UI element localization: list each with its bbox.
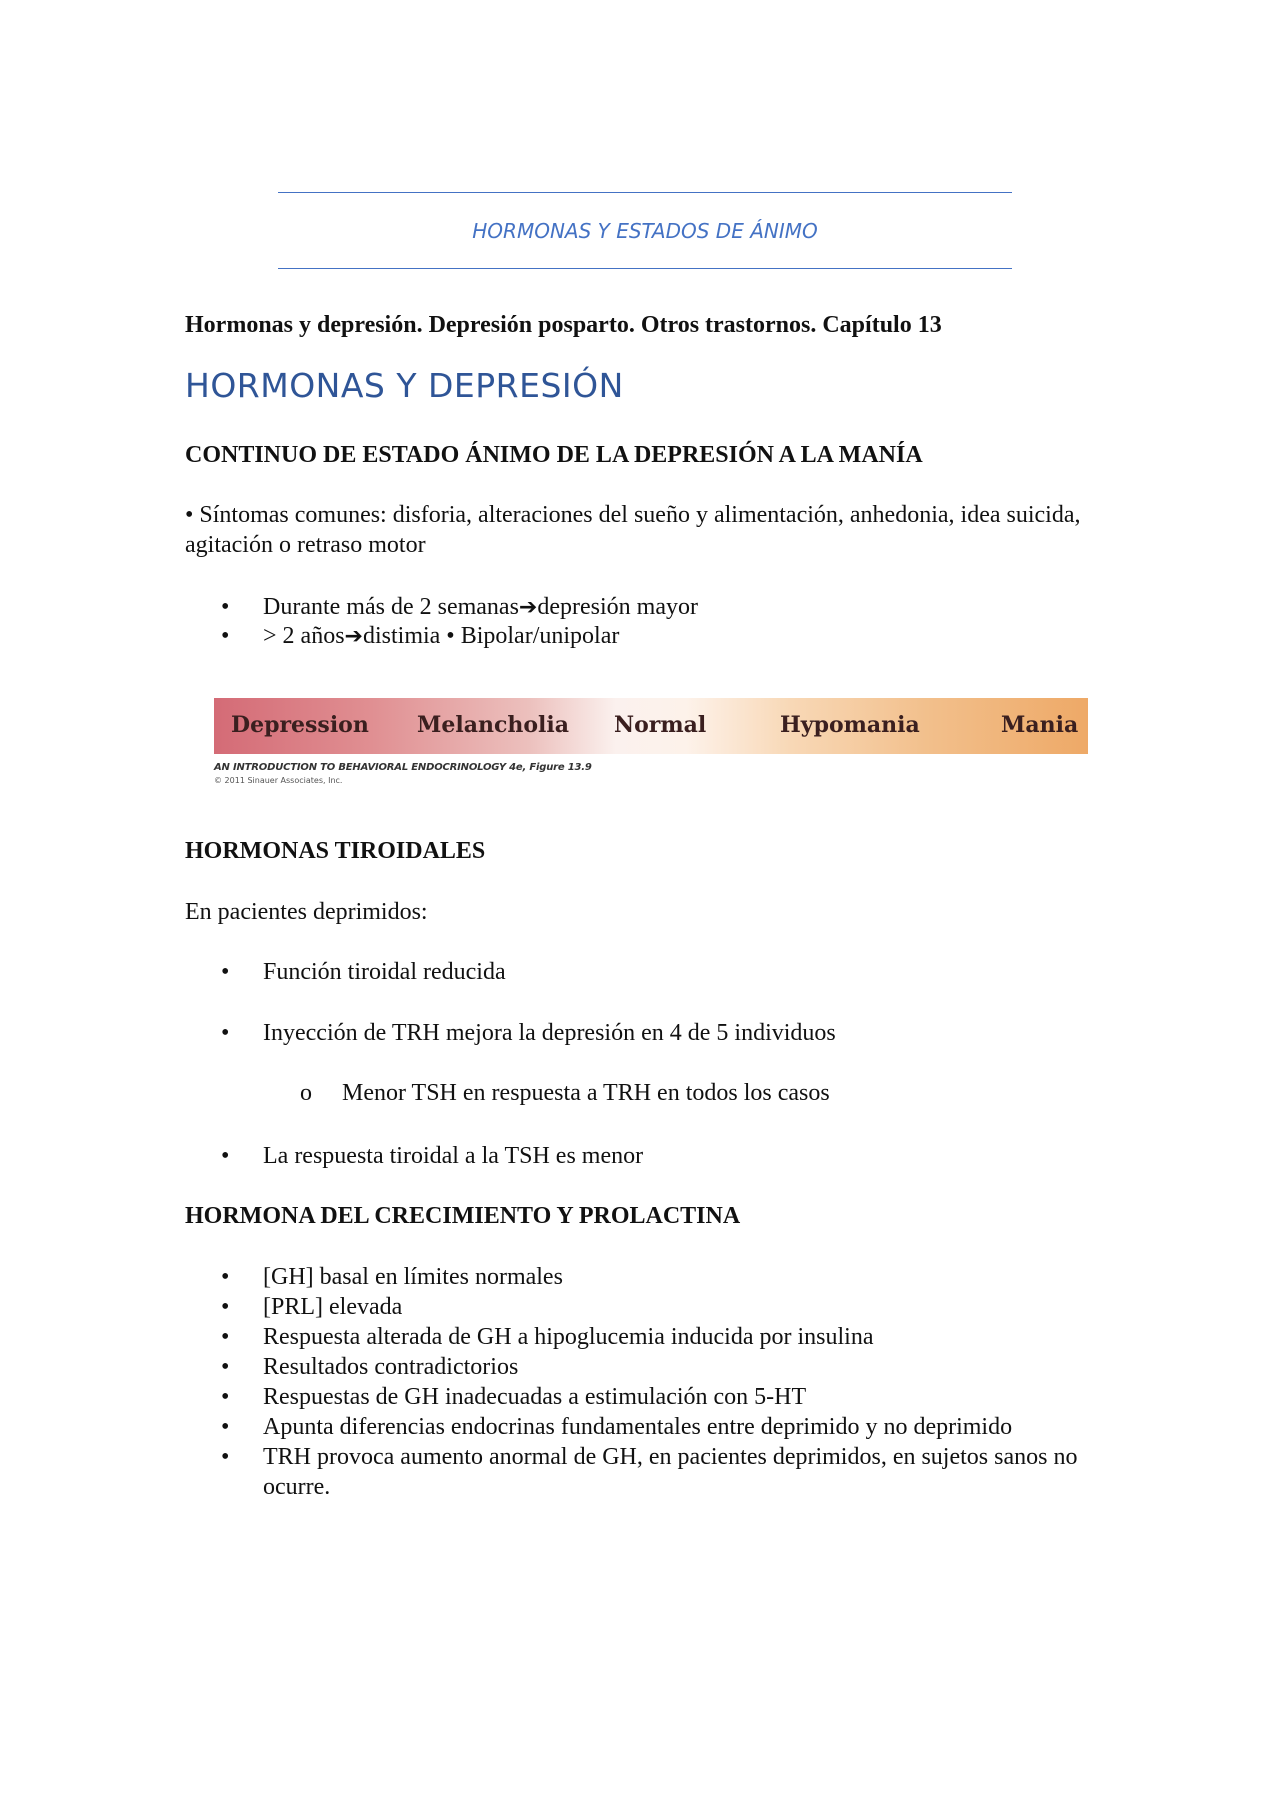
list-item-text: Inyección de TRH mejora la depresión en 4 de 5 individuos: [263, 1020, 836, 1046]
list-item-text: Durante más de 2 semanas➔depresión mayor: [263, 594, 698, 620]
list-item-text: Respuesta alterada de GH a hipoglucemia inducida por insulina: [263, 1324, 874, 1350]
arrow-icon: ➔: [344, 624, 363, 649]
list-item-text: Respuestas de GH inadecuadas a estimulación con 5-HT: [263, 1384, 807, 1410]
mood-label-mania: Mania: [1001, 712, 1079, 738]
bullet-icon: •: [221, 1143, 230, 1169]
arrow-icon: ➔: [518, 595, 538, 620]
header-title: HORMONAS Y ESTADOS DE ÁNIMO: [472, 219, 818, 243]
tiroidales-intro: En pacientes deprimidos:: [185, 899, 428, 925]
figure-copyright: © 2011 Sinauer Associates, Inc.: [214, 776, 343, 785]
bullet-icon: •: [221, 1384, 230, 1410]
symptoms-paragraph: • Síntomas comunes: disforia, alteraciones del sueño y alimentación, anhedonia, idea suicida, agitación o retraso motor: [185, 502, 1081, 558]
crecimiento-heading: HORMONA DEL CRECIMIENTO Y PROLACTINA: [185, 1203, 741, 1229]
mood-label-hypomania: Hypomania: [780, 712, 920, 738]
bullet-icon: •: [221, 623, 230, 649]
bullet-icon: •: [221, 594, 230, 620]
sub-list-item-text: Menor TSH en respuesta a TRH en todos los casos: [342, 1080, 830, 1106]
bullet-icon: •: [221, 1444, 230, 1470]
bullet-icon: •: [221, 1020, 230, 1046]
list-item-text: > 2 años➔distimia • Bipolar/unipolar: [263, 623, 620, 649]
list-item-text: [PRL] elevada: [263, 1294, 403, 1320]
mood-label-melancholia: Melancholia: [417, 712, 569, 738]
sub-bullet-icon: o: [300, 1080, 312, 1106]
list-item-text: La respuesta tiroidal a la TSH es menor: [263, 1143, 644, 1169]
bullet-icon: •: [221, 1294, 230, 1320]
list-item-text: Resultados contradictorios: [263, 1354, 519, 1380]
chapter-line: Hormonas y depresión. Depresión posparto. Otros trastornos. Capítulo 13: [185, 312, 942, 338]
list-item-text: Apunta diferencias endocrinas fundamentales entre deprimido y no deprimido: [263, 1414, 1013, 1440]
continuo-heading: CONTINUO DE ESTADO ÁNIMO DE LA DEPRESIÓN A LA MANÍA: [185, 442, 923, 468]
tiroidales-heading: HORMONAS TIROIDALES: [185, 838, 486, 864]
bullet-icon: •: [221, 1414, 230, 1440]
mood-gradient-bar: [214, 698, 1088, 754]
bullet-icon: •: [221, 1354, 230, 1380]
section-title: HORMONAS Y DEPRESIÓN: [185, 366, 624, 405]
list-item-text: Función tiroidal reducida: [263, 959, 506, 985]
list-item-text: [GH] basal en límites normales: [263, 1264, 563, 1290]
list-item-text: TRH provoca aumento anormal de GH, en pacientes deprimidos, en sujetos sanos no ocurre.: [263, 1444, 1078, 1500]
header-top-rule: [278, 192, 1012, 193]
bullet-icon: •: [221, 959, 230, 985]
bullet-icon: •: [221, 1324, 230, 1350]
mood-label-normal: Normal: [614, 712, 707, 738]
bullet-icon: •: [221, 1264, 230, 1290]
mood-continuum-figure: [214, 698, 1088, 790]
figure-caption: AN INTRODUCTION TO BEHAVIORAL ENDOCRINOLOGY 4e, Figure 13.9: [214, 762, 592, 773]
mood-label-depression: Depression: [231, 712, 369, 738]
header-bottom-rule: [278, 268, 1012, 269]
